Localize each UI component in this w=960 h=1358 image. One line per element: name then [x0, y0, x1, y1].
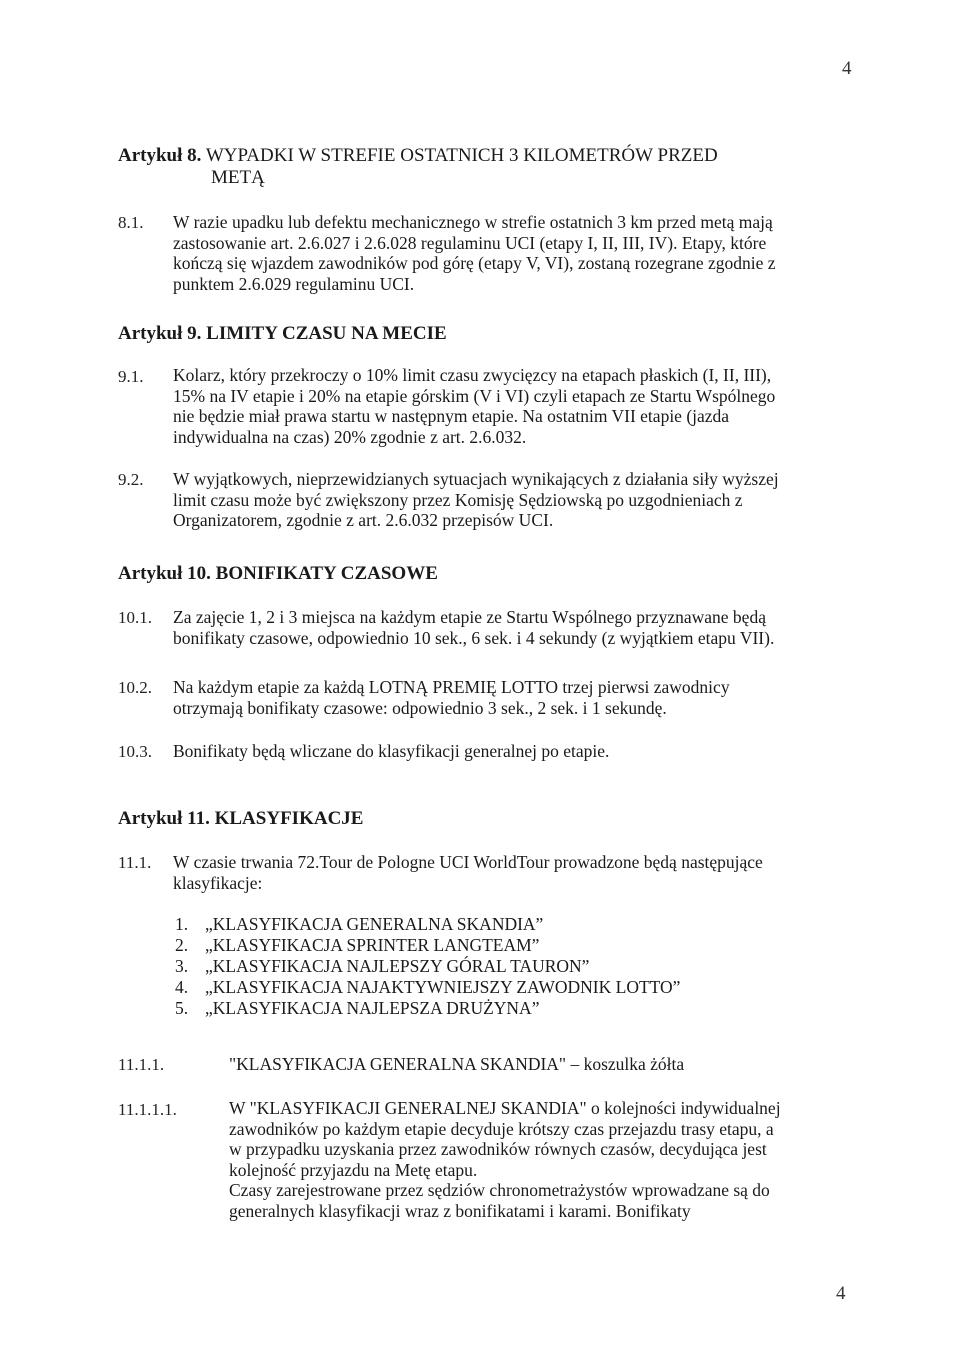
- list-text: „KLASYFIKACJA NAJLEPSZA DRUŻYNA”: [205, 998, 540, 1018]
- paragraph-9-1: [173, 365, 848, 447]
- article-10-label: Artykuł 10.: [118, 563, 211, 584]
- classification-list: [175, 914, 825, 1019]
- list-number: 2.: [175, 935, 189, 955]
- list-item: [175, 998, 825, 1019]
- section-number: 9.2.: [118, 470, 144, 489]
- article-11-label: Artykuł 11.: [118, 808, 210, 829]
- list-item: [175, 956, 825, 977]
- list-number: 3.: [175, 956, 189, 976]
- paragraph-10-2: [173, 677, 848, 718]
- list-number: 5.: [175, 998, 189, 1018]
- article-11-heading: [118, 808, 363, 830]
- text-line: indywidualna na czas) 20% zgodnie z art. 2.6.032.: [173, 426, 527, 447]
- text-line: Kolarz, który przekroczy o 10% limit czasu zwycięzcy na etapach płaskich (I, II, III),: [173, 365, 772, 385]
- list-item: [175, 977, 825, 998]
- text-line: Organizatorem, zgodnie z art. 2.6.032 przepisów UCI.: [173, 510, 554, 530]
- article-9-label: Artykuł 9.: [118, 323, 202, 344]
- list-number: 1.: [175, 914, 189, 934]
- section-number: 10.1.: [118, 608, 152, 627]
- text-line: generalnych klasyfikacji wraz z bonifikatami i karami. Bonifikaty: [229, 1200, 691, 1221]
- paragraph-11-1: [173, 852, 848, 893]
- paragraph-10-3: Bonifikaty będą wliczane do klasyfikacji generalnej po etapie.: [173, 741, 610, 761]
- text-line: 15% na IV etapie i 20% na etapie górskim (V i VI) czyli etapach ze Startu Wspólnego: [173, 385, 776, 406]
- text-line: zastosowanie art. 2.6.027 i 2.6.028 regulaminu UCI (etapy I, II, III, IV). Etapy, które: [173, 232, 767, 253]
- text-line: punktem 2.6.029 regulaminu UCI.: [173, 273, 415, 294]
- section-number: 8.1.: [118, 213, 144, 232]
- article-8-title: WYPADKI W STREFIE OSTATNICH 3 KILOMETRÓW PRZED: [205, 145, 718, 166]
- text-line: w przypadku uzyskania przez zawodników równych czasów, decydująca jest: [229, 1139, 767, 1159]
- text-line: nie będzie miał prawa startu w następnym etapie. Na ostatnim VII etapie (jazda: [173, 406, 730, 426]
- page-number-bottom: 4: [836, 1283, 846, 1304]
- list-text: „KLASYFIKACJA GENERALNA SKANDIA”: [205, 914, 544, 934]
- article-8-title-line-2: METĄ: [211, 167, 265, 188]
- list-item: [175, 935, 825, 956]
- page-number-top: 4: [842, 58, 852, 79]
- section-number: 11.1.: [118, 853, 152, 872]
- list-number: 4.: [175, 977, 189, 997]
- text-line: W "KLASYFIKACJI GENERALNEJ SKANDIA" o kolejności indywidualnej: [229, 1098, 781, 1118]
- subsection-11-1-1: "KLASYFIKACJA GENERALNA SKANDIA" – koszulka żółta: [229, 1054, 685, 1074]
- text-line: Czasy zarejestrowane przez sędziów chronometrażystów wprowadzane są do: [229, 1180, 770, 1200]
- text-line: Na każdym etapie za każdą LOTNĄ PREMIĘ LOTTO trzej pierwsi zawodnicy: [173, 677, 730, 697]
- article-8-heading: [118, 145, 718, 167]
- article-10-title: BONIFIKATY CZASOWE: [215, 563, 438, 584]
- article-9-title: LIMITY CZASU NA MECIE: [206, 323, 447, 344]
- section-number: 11.1.1.: [118, 1055, 165, 1074]
- paragraph-11-1-1-1: [229, 1098, 848, 1221]
- section-number: 9.1.: [118, 367, 144, 386]
- paragraph-9-2: [173, 469, 848, 531]
- paragraph-8-1: [173, 212, 848, 294]
- article-8-label: Artykuł 8.: [118, 145, 202, 166]
- section-number: 10.2.: [118, 678, 152, 697]
- article-10-heading: [118, 563, 438, 585]
- text-line: W razie upadku lub defektu mechanicznego w strefie ostatnich 3 km przed metą mają: [173, 212, 773, 232]
- text-line: Za zajęcie 1, 2 i 3 miejsca na każdym etapie ze Startu Wspólnego przyznawane będą: [173, 607, 766, 627]
- text-line: kończą się wjazdem zawodników pod górę (etapy V, VI), zostaną rozegrane zgodnie z: [173, 253, 776, 273]
- section-number: 10.3.: [118, 742, 152, 761]
- text-line: limit czasu może być zwiększony przez Komisję Sędziowską po uzgodnieniach z: [173, 489, 743, 510]
- text-line: otrzymają bonifikaty czasowe: odpowiednio 3 sek., 2 sek. i 1 sekundę.: [173, 697, 667, 718]
- list-text: „KLASYFIKACJA NAJLEPSZY GÓRAL TAURON”: [205, 956, 590, 976]
- text-line: W wyjątkowych, nieprzewidzianych sytuacjach wynikających z działania siły wyższej: [173, 469, 779, 489]
- section-number: 11.1.1.1.: [118, 1100, 177, 1119]
- text-line: zawodników po każdym etapie decyduje krótszy czas przejazdu trasy etapu, a: [229, 1118, 774, 1139]
- list-item: [175, 914, 825, 935]
- list-text: „KLASYFIKACJA NAJAKTYWNIEJSZY ZAWODNIK LOTTO”: [205, 977, 681, 997]
- article-9-heading: [118, 323, 447, 345]
- text-line: bonifikaty czasowe, odpowiednio 10 sek., 6 sek. i 4 sekundy (z wyjątkiem etapu VII).: [173, 627, 775, 648]
- text-line: W czasie trwania 72.Tour de Pologne UCI WorldTour prowadzone będą następujące: [173, 852, 763, 872]
- list-text: „KLASYFIKACJA SPRINTER LANGTEAM”: [205, 935, 540, 955]
- text-line: klasyfikacje:: [173, 872, 263, 893]
- article-11-title: KLASYFIKACJE: [214, 808, 364, 829]
- text-line: kolejność przyjazdu na Metę etapu.: [229, 1159, 478, 1180]
- paragraph-10-1: [173, 607, 848, 648]
